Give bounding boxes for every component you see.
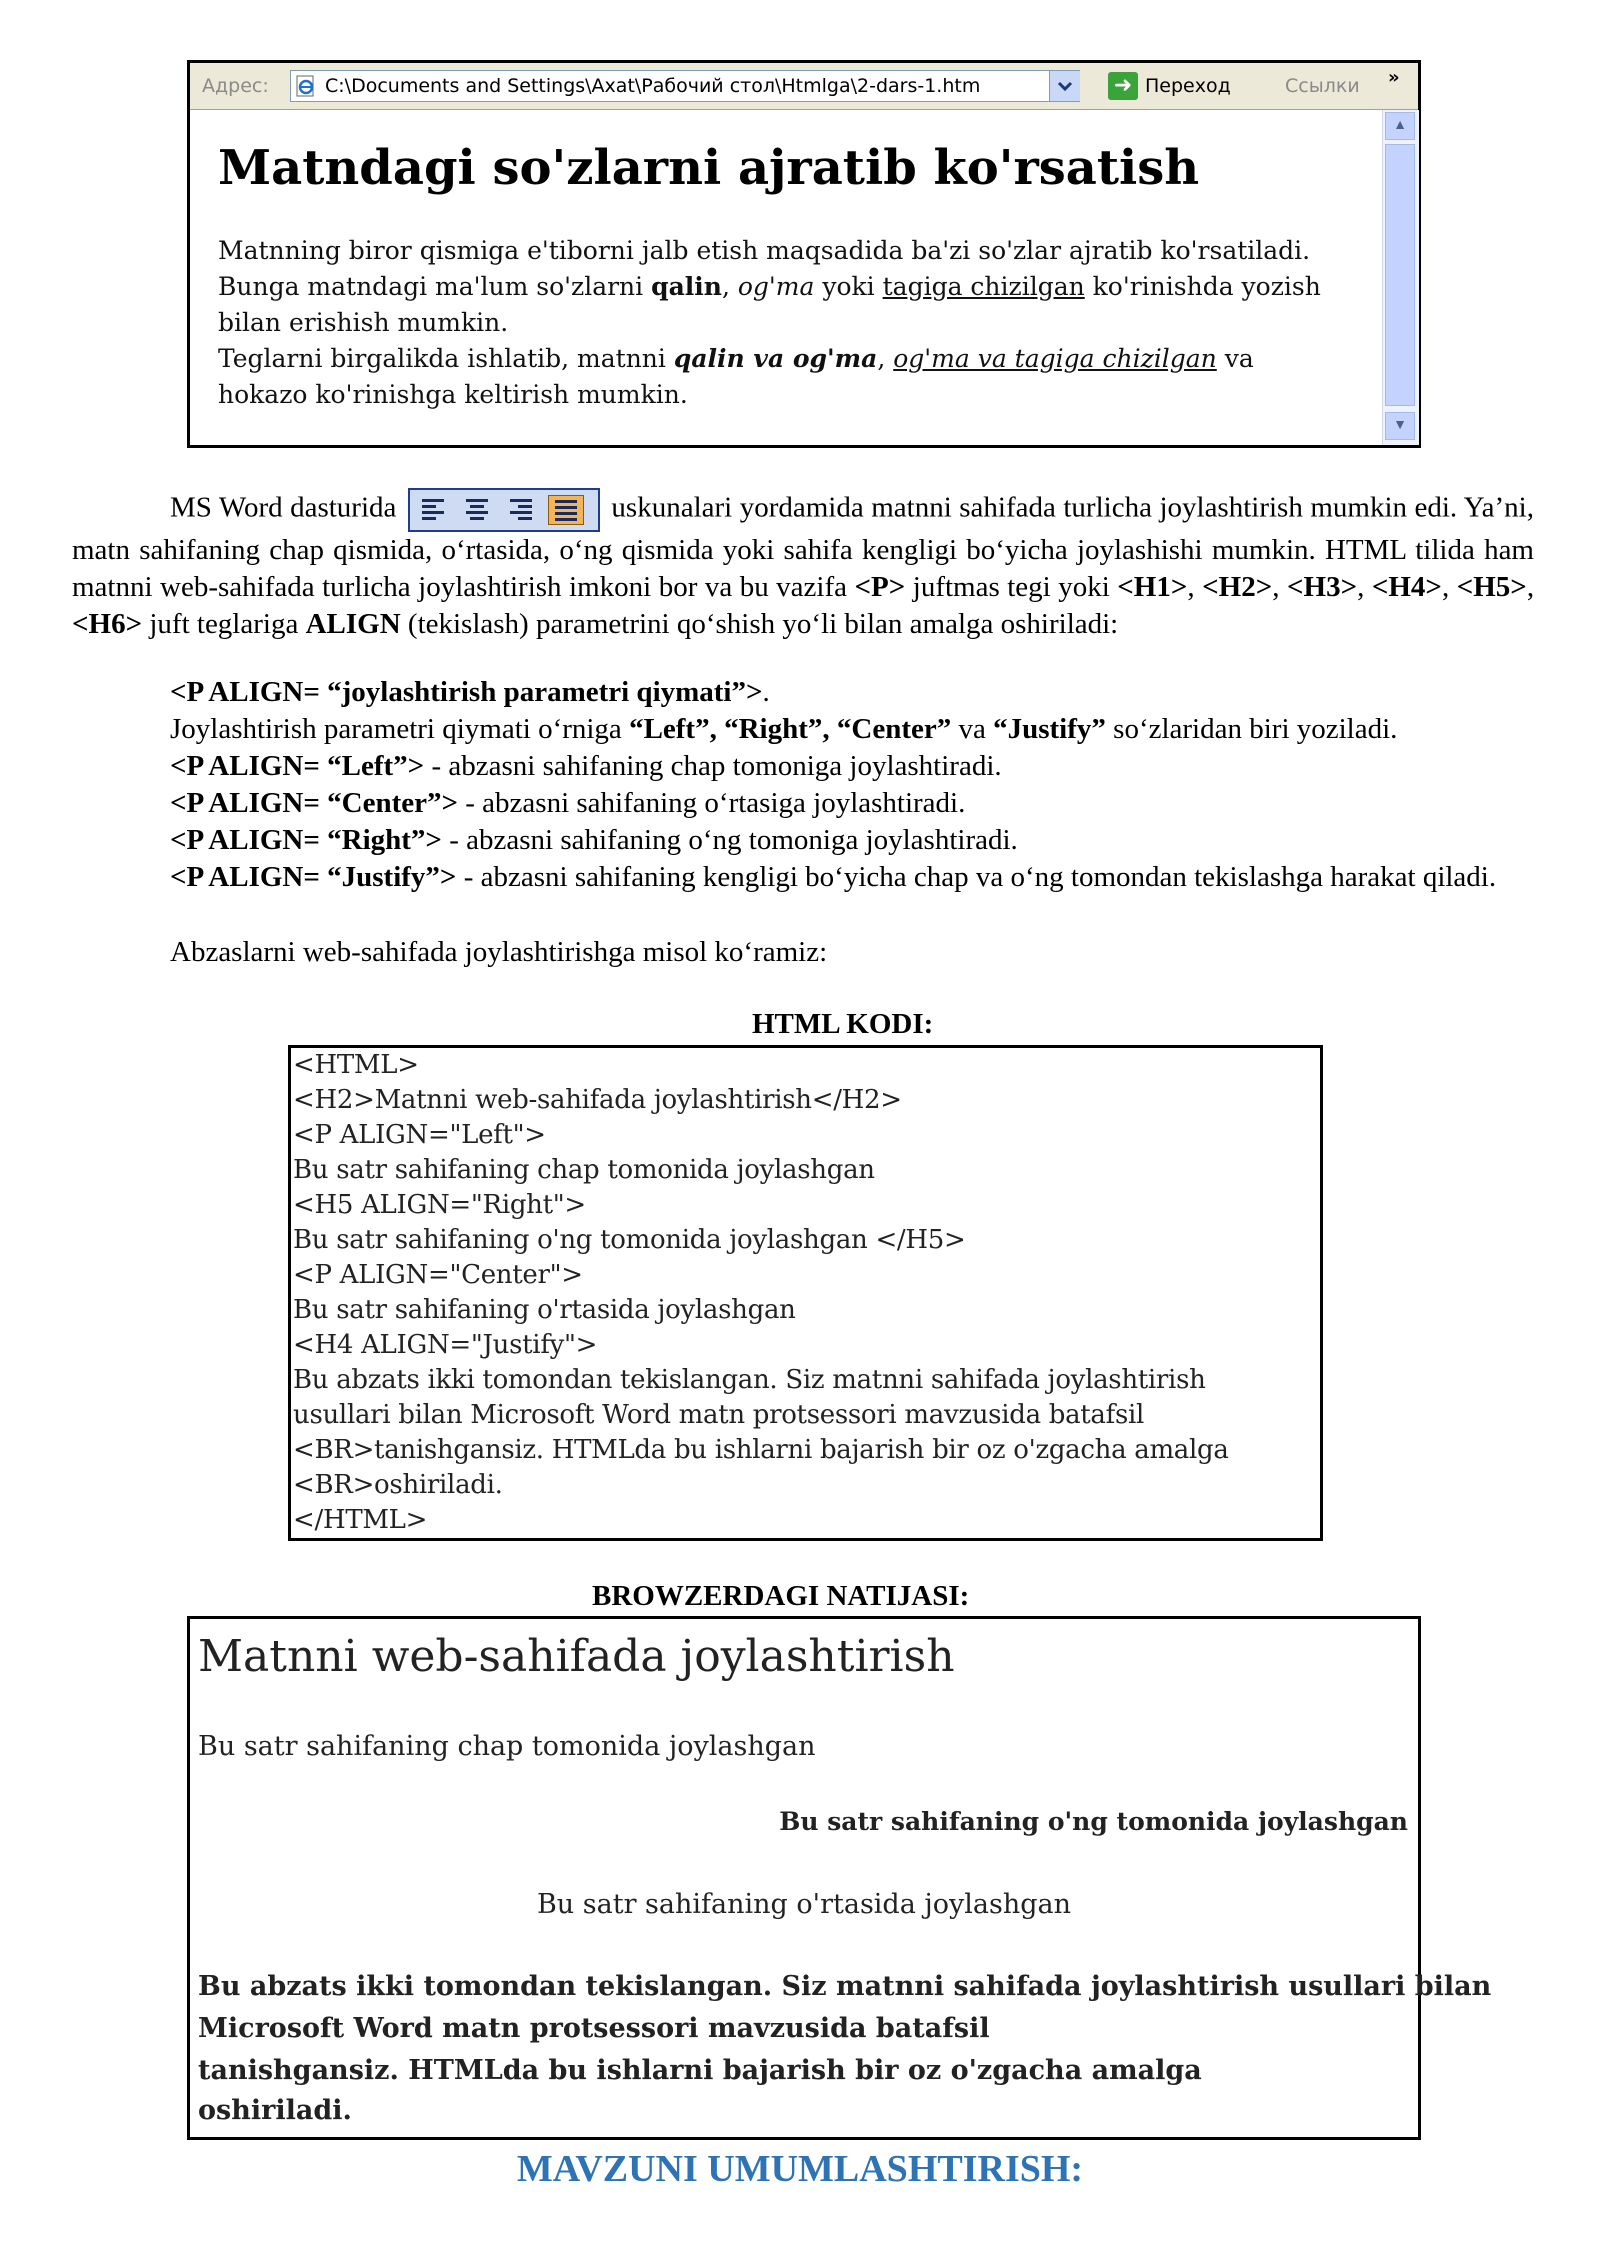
address-bar [190, 63, 1418, 110]
code-line: Bu abzats ikki tomondan tekislangan. Siz matnni sahifada joylashtirish [293, 1365, 1206, 1395]
code-line: <P ALIGN="Left"> [293, 1120, 546, 1150]
result-justify-line: Bu abzats ikki tomondan tekislangan. Siz matnni sahifada joylashtirish usullari bilan [198, 1971, 1492, 2002]
address-label: Адрес: [202, 75, 269, 97]
result-center-line: Bu satr sahifaning o'rtasida joylashgan [536, 1889, 1072, 1920]
scroll-up-icon[interactable]: ▲ [1385, 112, 1415, 140]
result-left-line: Bu satr sahifaning chap tomonida joylashgan [198, 1731, 816, 1762]
code-line: <H5 ALIGN="Right"> [293, 1190, 586, 1220]
code-line: <HTML> [293, 1050, 419, 1080]
result-justify-line: Microsoft Word matn protsessori mavzusida batafsil [198, 2013, 990, 2044]
align-center-icon [460, 495, 494, 523]
more-chevron-icon[interactable]: » [1388, 67, 1400, 88]
align-left-icon [416, 495, 450, 523]
code-line: Bu satr sahifaning o'ng tomonida joylashgan </H5> [293, 1225, 966, 1255]
intro-paragraph: MS Word dasturida uskunalari yordamida matnni sahifada turlicha joylashtirish mumkin edi. Ya’ni, matn sahifaning chap qismida, o‘rtasida, o‘ng qismida yoki sahifa kengligi bo‘yicha joylashishi mumkin. HTML tilida ham matnni web-sahifada turlicha joylashtirish imkoni bor va bu vazifa <P> juftmas tegi yoki <H1>, <H2>, <H3>, <H4>, <H5>, <H6> juft teglariga ALIGN (tekislash) parametrini qo‘shish yo‘li bilan amalga oshiriladi: [72, 488, 1534, 643]
browser-line: bilan erishish mumkin. [218, 308, 509, 337]
align-justify-icon [548, 495, 584, 525]
left-line: <P ALIGN= “Left”> - abzasni sahifaning chap tomoniga joylashtiradi. [170, 750, 1002, 782]
code-block [288, 1045, 1323, 1541]
browser-line: Teglarni birgalikda ishlatib, matnni qalin va og'ma, og'ma va tagiga chizilgan va [218, 344, 1254, 373]
browser-screenshot [187, 60, 1421, 448]
code-line: <H2>Matnni web-sahifada joylashtirish</H2> [293, 1085, 902, 1115]
links-button[interactable]: Ссылки [1285, 75, 1360, 97]
browser-content [190, 110, 1382, 445]
right-line: <P ALIGN= “Right”> - abzasni sahifaning o‘ng tomoniga joylashtiradi. [170, 824, 1018, 856]
result-caption: BROWZERDAGI NATIJASI: [592, 1580, 970, 1612]
section-title: MAVZUNI UMUMLASHTIRISH: [516, 2148, 1084, 2190]
code-line: usullari bilan Microsoft Word matn protsessori mavzusida batafsil [293, 1400, 1145, 1430]
code-line: <H4 ALIGN="Justify"> [293, 1330, 598, 1360]
browser-line: Bunga matndagi ma'lum so'zlarni qalin, og'ma yoki tagiga chizilgan ko'rinishda yozish [218, 272, 1321, 301]
result-block [187, 1616, 1492, 2140]
code-line: <BR>oshiriladi. [293, 1470, 503, 1500]
browser-line: hokazo ko'rinishga keltirish mumkin. [218, 380, 688, 409]
result-justify-line: oshiriladi. [198, 2095, 352, 2126]
values-line: Joylashtirish parametri qiymati o‘rniga “Left”, “Right”, “Center” va “Justify” so‘zlaridan biri yoziladi. [170, 713, 1398, 745]
code-caption: HTML KODI: [752, 1008, 934, 1040]
result-heading: Matnni web-sahifada joylashtirish [198, 1631, 955, 1682]
browser-line: Matnning biror qismiga e'tiborni jalb etish maqsadida ba'zi so'zlar ajratib ko'rsatiladi. [218, 236, 1311, 265]
address-input[interactable] [290, 70, 1080, 102]
align-right-icon [504, 495, 538, 523]
code-line: </HTML> [293, 1505, 428, 1535]
scroll-down-icon[interactable]: ▼ [1385, 412, 1415, 440]
code-line: <P ALIGN="Center"> [293, 1260, 583, 1290]
result-right-line: Bu satr sahifaning o'ng tomonida joylashgan [779, 1807, 1408, 1836]
go-button[interactable]: Переход [1145, 75, 1231, 97]
scroll-thumb[interactable] [1385, 144, 1415, 406]
center-line: <P ALIGN= “Center”> - abzasni sahifaning o‘rtasiga joylashtiradi. [170, 787, 966, 819]
address-url: C:\Documents and Settings\Axat\Рабочий стол\Htmlga\2-dars-1.htm [325, 75, 981, 97]
vertical-scrollbar[interactable] [1382, 110, 1419, 445]
code-line: Bu satr sahifaning chap tomonida joylashgan [293, 1155, 875, 1185]
syntax-line: <P ALIGN= “joylashtirish parametri qiymati”>. [170, 676, 770, 708]
page-heading: Matndagi so'zlarni ajratib ko'rsatish [218, 140, 1200, 196]
ie-page-icon [295, 75, 317, 97]
result-justify-line: tanishgansiz. HTMLda bu ishlarni bajarish bir oz o'zgacha amalga [198, 2055, 1202, 2086]
go-arrow-icon[interactable]: ➜ [1108, 72, 1138, 100]
code-line: <BR>tanishgansiz. HTMLda bu ishlarni bajarish bir oz o'zgacha amalga [293, 1435, 1229, 1465]
example-intro: Abzaslarni web-sahifada joylashtirishga misol ko‘ramiz: [170, 936, 828, 968]
dropdown-arrow-icon[interactable] [1049, 71, 1080, 101]
justify-paragraph: <P ALIGN= “Justify”> - abzasni sahifaning kengligi bo‘yicha chap va o‘ng tomondan tekislashga harakat qiladi. [170, 861, 1497, 893]
align-toolbar-image [408, 488, 600, 532]
code-line: Bu satr sahifaning o'rtasida joylashgan [293, 1295, 796, 1325]
